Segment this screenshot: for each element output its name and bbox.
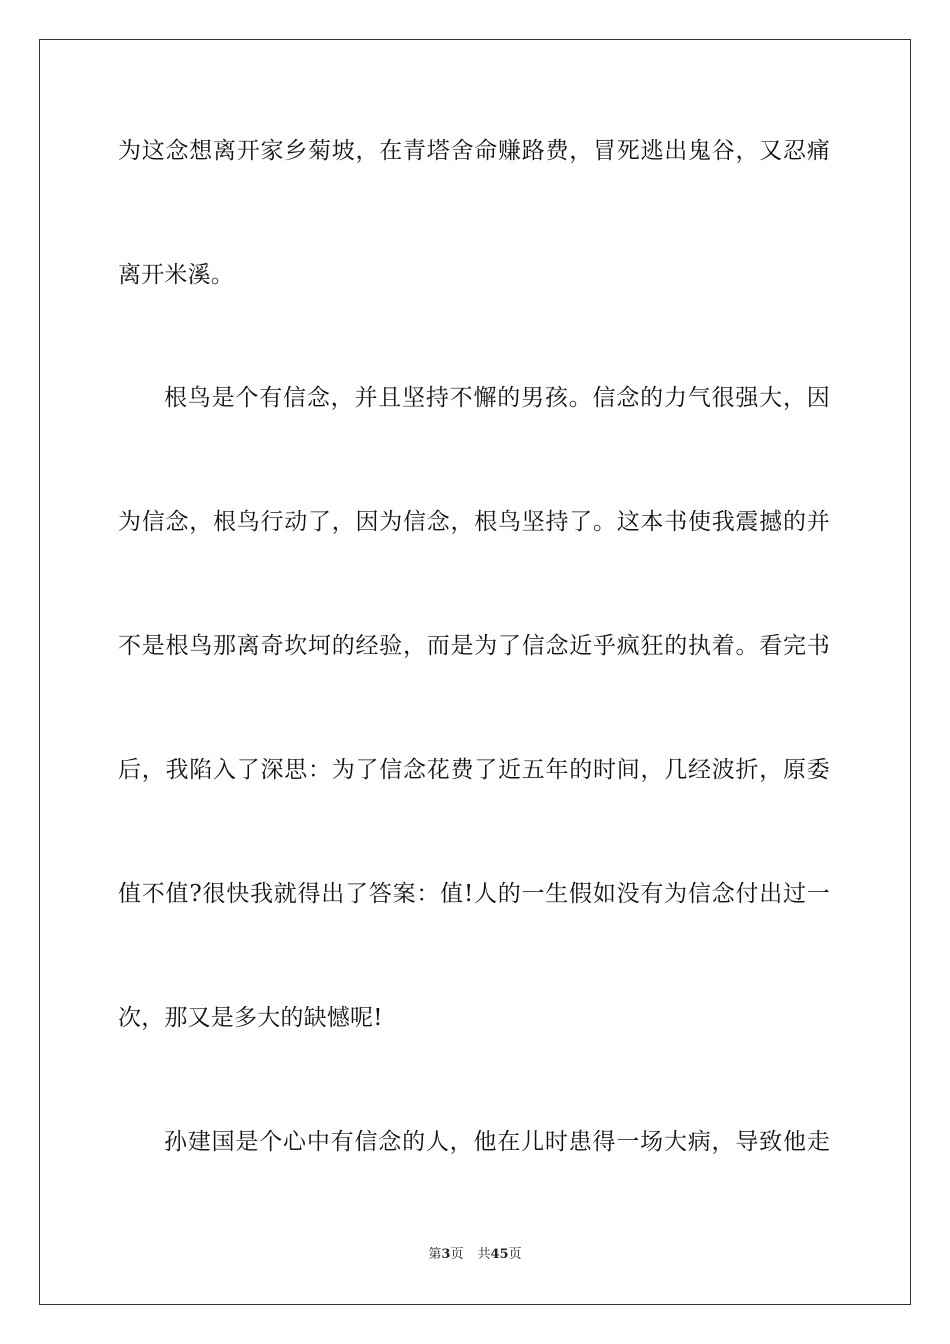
paragraph-line: 为这念想离开家乡菊坡，在青塔舍命赚路费，冒死逃出鬼谷，又忍痛 <box>118 138 830 164</box>
paragraph-line: 孙建国是个心中有信念的人，他在儿时患得一场大病，导致他走 <box>164 1129 830 1155</box>
total-pages: 45 <box>490 1247 509 1262</box>
page-suffix: 页 <box>450 1247 464 1262</box>
paragraph-line: 根鸟是个有信念，并且坚持不懈的男孩。信念的力气很强大，因 <box>164 385 830 411</box>
page-border <box>39 39 911 1305</box>
paragraph-line: 为信念，根鸟行动了，因为信念，根鸟坚持了。这本书使我震撼的并 <box>118 509 830 535</box>
paragraph-line: 值不值?很快我就得出了答案：值!人的一生假如没有为信念付出过一 <box>118 881 830 907</box>
page-number: 3 <box>441 1247 451 1262</box>
paragraph-line: 后，我陷入了深思：为了信念花费了近五年的时间，几经波折，原委 <box>118 757 830 783</box>
total-suffix: 页 <box>508 1247 522 1262</box>
page-prefix: 第 <box>428 1247 442 1262</box>
paragraph-line: 次，那又是多大的缺憾呢! <box>118 1005 383 1031</box>
paragraph-line: 不是根鸟那离奇坎坷的经验，而是为了信念近乎疯狂的执着。看完书 <box>118 633 830 659</box>
paragraph-line: 离开米溪。 <box>118 262 234 288</box>
page-footer <box>0 1247 950 1263</box>
total-prefix: 共 <box>477 1247 491 1262</box>
